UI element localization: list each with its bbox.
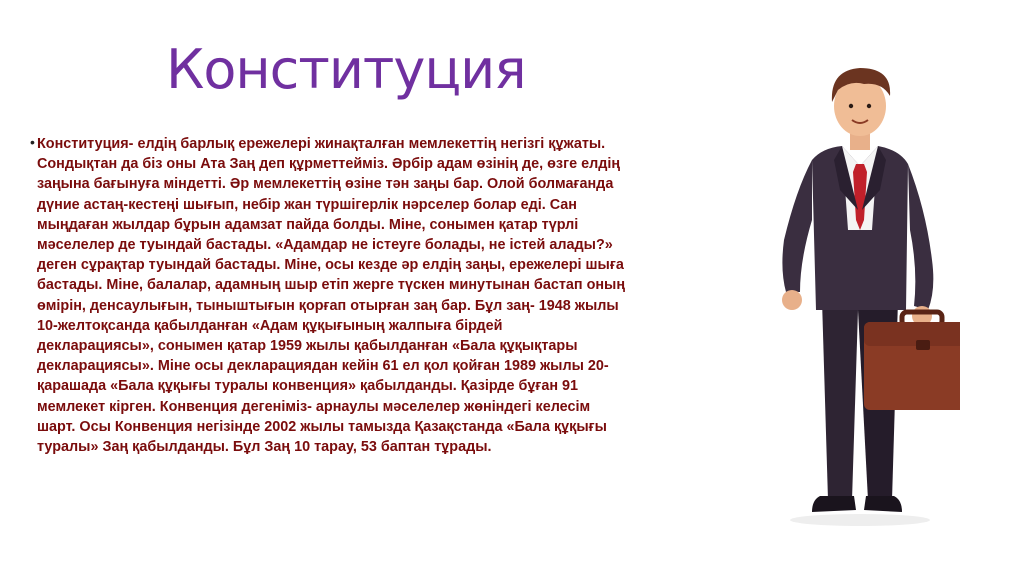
briefcase-lock <box>916 340 930 350</box>
slide-title: Конституция <box>166 38 526 101</box>
left-shoe <box>812 496 856 512</box>
bullet-marker: • <box>30 134 35 150</box>
text-line: заңына бағынуға міндетті. Әр мемлекеттің өзіне тән заңы бар. Олой болмағанда <box>37 176 614 193</box>
text-line: декларациясы», сонымен қатар 1959 жылы қабылданған «Бала құқықтары <box>37 338 578 355</box>
text-line: мыңдаған жылдар бұрын адамзат пайда болды. Міне, сонымен қатар түрлі <box>37 216 579 233</box>
right-arm <box>908 164 933 310</box>
floor-shadow <box>790 514 930 526</box>
briefcase-flap <box>864 322 960 346</box>
right-shoe <box>864 496 902 512</box>
text-line: мәселелер де туындай бастады. «Адамдар не істеуге болады, не істей алады?» <box>37 237 613 254</box>
text-line: туралы» Заң қабылданды. Бұл Заң 10 тарау, 53 баптан тұрады. <box>37 439 492 456</box>
text-line: деген сұрақтар туындай бастады. Міне, осы кезде әр елдің заңы, ережелері шыға <box>37 257 624 274</box>
left-eye <box>849 104 853 108</box>
left-hand <box>782 290 802 310</box>
text-line: декларациясы». Міне осы декларациядан кейін 61 ел қол қойған 1989 жылы 20- <box>37 358 609 375</box>
text-line: мемлекет кірген. Конвенция дегеніміз- арнаулы мәселелер жөніндегі келесім <box>37 398 591 415</box>
right-eye <box>867 104 871 108</box>
left-arm <box>782 160 812 292</box>
text-line: шарт. Осы Конвенция негізінде 2002 жылы тамызда Қазақстанда «Бала құқығы <box>37 418 607 435</box>
text-line: бастады. Міне, балалар, адамның шыр етіп жерге түскен минутынан бастап оның <box>37 277 626 294</box>
text-line: дүние астаң-кестеңі шығып, небір жан түршігерлік нәрселер болар еді. Сан <box>37 196 577 213</box>
left-leg <box>822 300 858 500</box>
constitution-paragraph <box>37 134 722 457</box>
businessman-illustration <box>760 60 960 530</box>
text-line: Сондықтан да біз оны Ата Заң деп құрметтейміз. Әрбір адам өзінің де, өзге елдің <box>37 156 621 173</box>
body-text <box>30 134 722 474</box>
text-line: 10-желтоқсанда қабылданған «Адам құқығының жалпыға бірдей <box>37 317 503 334</box>
text-line: қарашада «Бала құқығы туралы конвенция» қабылданды. Қазірде бұған 91 <box>37 378 579 395</box>
text-line: өмірін, денсаулығын, тыныштығын қорғап отырған заң бар. Бұл заң- 1948 жылы <box>37 297 619 314</box>
text-line: Конституция- елдің барлық ережелері жинақталған мемлекеттің негізгі құжаты. <box>37 136 606 152</box>
